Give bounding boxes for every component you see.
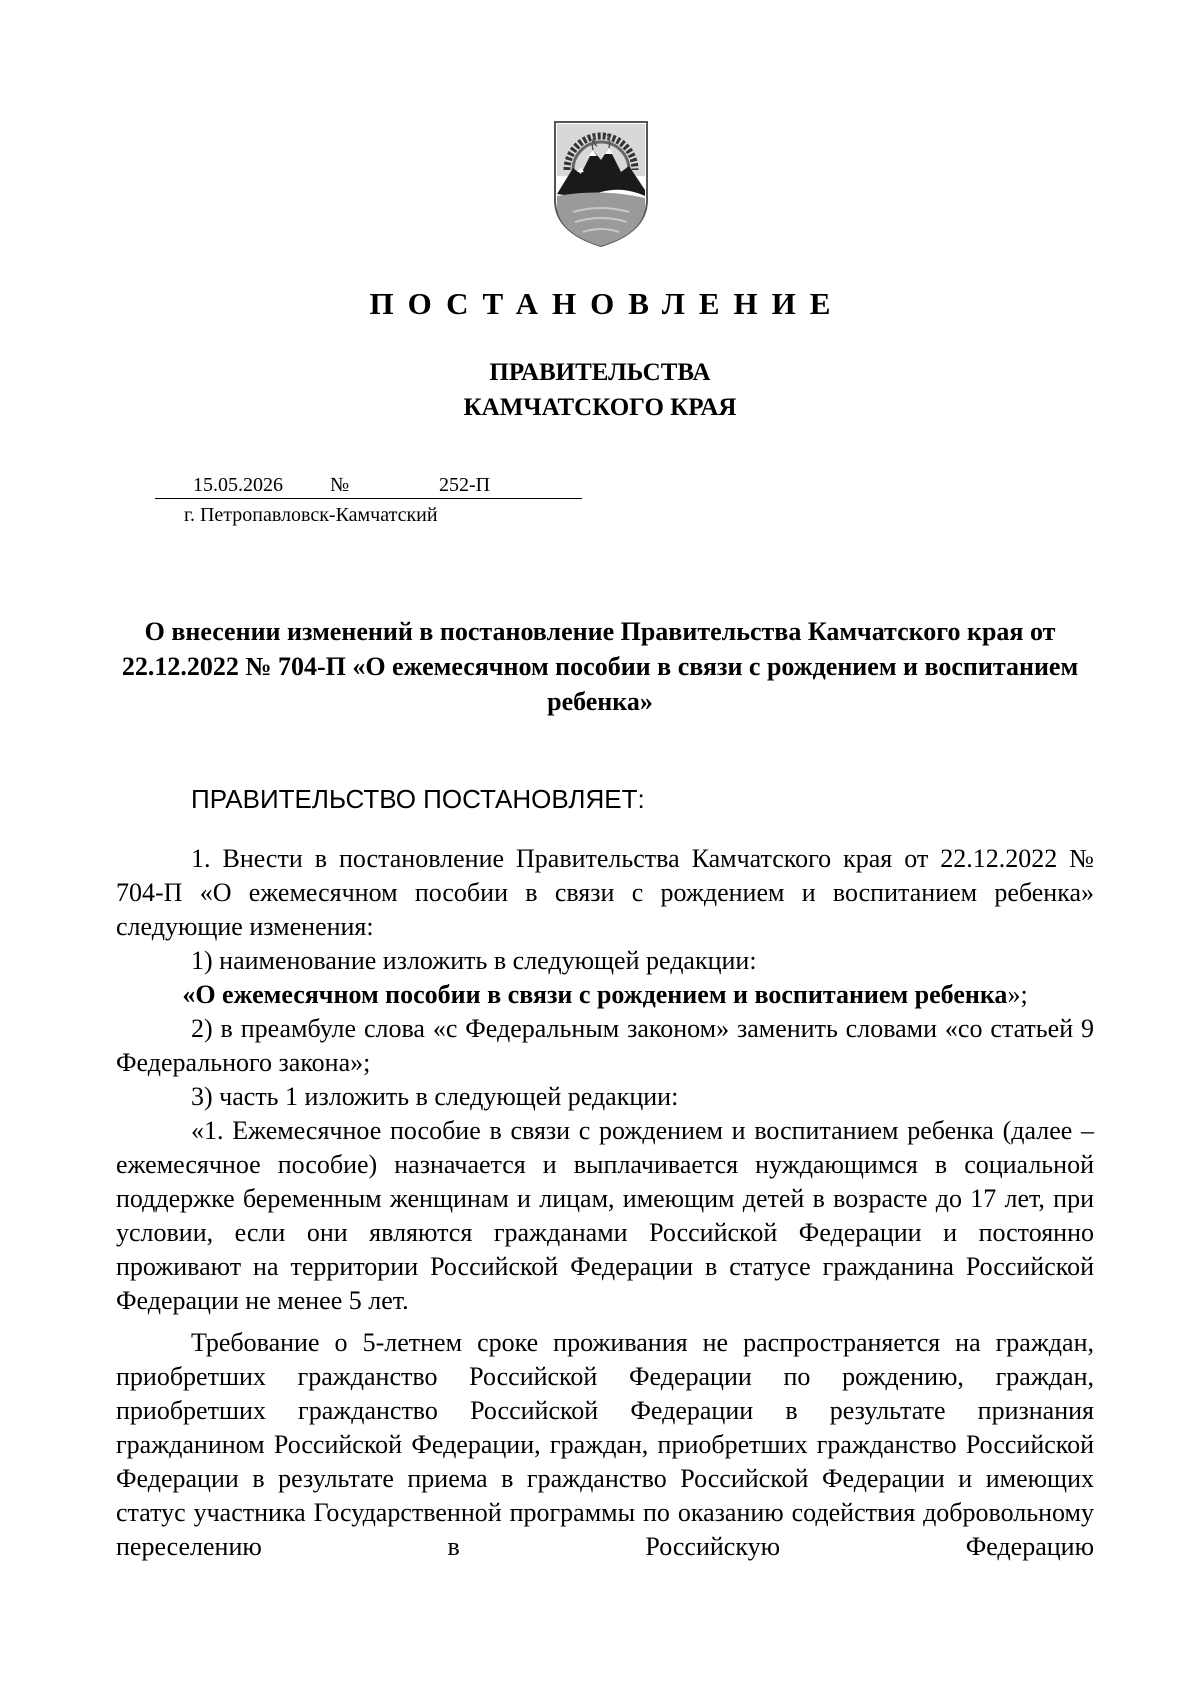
paragraph-1-item-2: 2) в преамбуле слова «с Федеральным законом» заменить словами «со статьей 9 Федерального закона»; [116,1014,1094,1077]
document-date: 15.05.2026 [193,474,283,496]
new-title-tail: »; [1007,980,1028,1009]
new-title-text: «О ежемесячном пособии в связи с рождением и воспитанием ребенка [182,980,1008,1009]
document-body [116,842,1094,1564]
document-type-heading: ПОСТАНОВЛЕНИЕ [369,286,845,321]
paragraph-spacer [116,1318,1094,1326]
issuing-body-line-1: ПРАВИТЕЛЬСТВА [489,359,711,386]
document-title: О внесении изменений в постановление Правительства Камчатского края от 22.12.2022 № 704-П «О ежемесячном пособии в связи с рождением и воспитанием ребенка» [121,617,1079,716]
paragraph-1-item-3: 3) часть 1 изложить в следующей редакции: [191,1082,679,1111]
kamchatka-coat-of-arms-icon [553,120,649,248]
decree-phrase: ПРАВИТЕЛЬСТВО ПОСТАНОВЛЯЕТ: [191,784,645,814]
new-title-quote [116,978,1094,1012]
amended-part-1: «1. Ежемесячное пособие в связи с рождением и воспитанием ребенка (далее – ежемесячное пособие) назначается и выплачивается нуждающимся в социальной поддержке беременным женщинам и лицам, имеющим детей в возрасте до 17 лет, при условии, если они являются гражданами Российской Федерации и постоянно проживают на территории Российской Федерации в статусе гражданина Российской Федерации не менее 5 лет. [116,1116,1094,1315]
issuing-body-line-2: КАМЧАТСКОГО КРАЯ [463,394,737,421]
number-sign: № [330,474,350,496]
residence-requirement-paragraph: Требование о 5-летнем сроке проживания не распространяется на граждан, приобретших гражданство Российской Федерации по рождению, граждан, приобретших гражданство Российской Федерации в результате признания гражданином Российской Федерации, граждан, приобретших гражданство Российской Федерации в результате приема в гражданство Российской Федерации и имеющих статус участника Государственной программы по оказанию содействия добровольному переселению в Российскую Федерацию [116,1328,1094,1561]
document-number: 252-П [439,474,491,496]
date-number-line [155,472,582,499]
paragraph-1: 1. Внести в постановление Правительства Камчатского края от 22.12.2022 № 704-П «О ежемесячном пособии в связи с рождением и воспитанием ребенка» следующие изменения: [116,844,1094,941]
paragraph-1-item-1: 1) наименование изложить в следующей редакции: [191,946,757,975]
city-of-issue: г. Петропавловск-Камчатский [184,504,438,526]
